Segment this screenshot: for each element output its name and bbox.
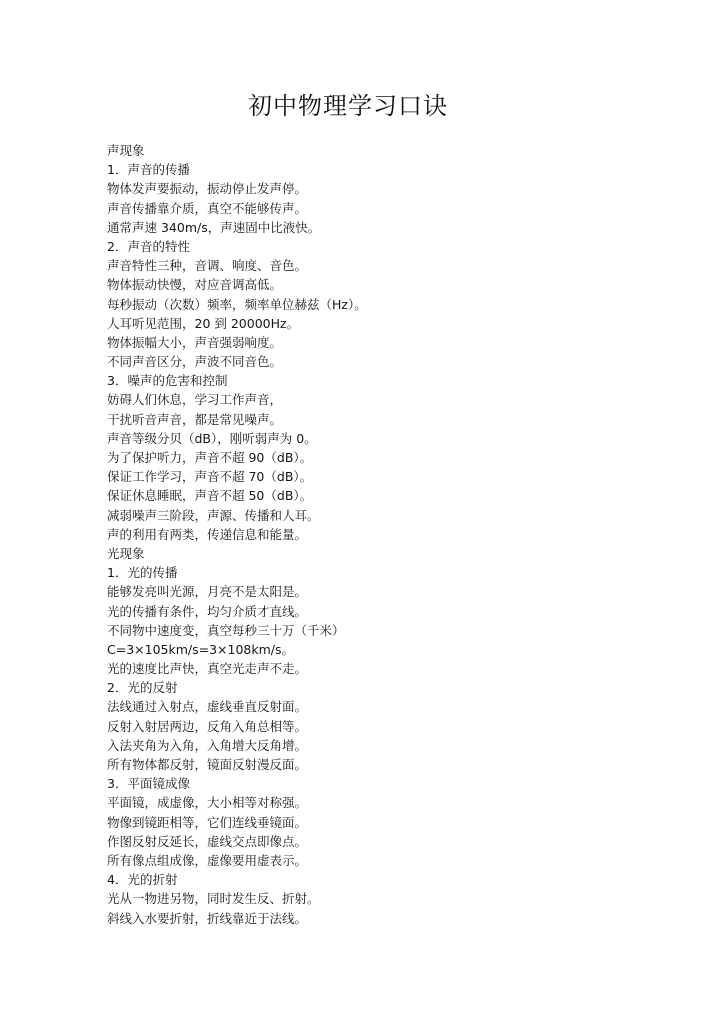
text-line: 3．噪声的危害和控制 <box>107 373 228 389</box>
text-line: 能够发亮叫光源，月亮不是太阳是。 <box>107 584 308 600</box>
text-line: 4．光的折射 <box>107 872 178 888</box>
text-line: 所有像点组成像，虚像要用虚表示。 <box>107 852 308 868</box>
text-line: 光的速度比声快，真空光走声不走。 <box>107 661 308 677</box>
text-line: 入法夹角为入角，入角增大反角增。 <box>107 737 308 753</box>
text-line: 物体发声要振动，振动停止发声停。 <box>107 181 308 197</box>
text-line: 作图反射反延长，虚线交点即像点。 <box>107 833 308 849</box>
text-line: 物像到镜距相等，它们连线垂镜面。 <box>107 814 308 830</box>
text-line: 人耳听见范围，20 到 20000Hz。 <box>107 315 300 331</box>
text-line: 2．声音的特性 <box>107 238 190 254</box>
text-line: 干扰听音声音，都是常见噪声。 <box>107 411 283 427</box>
text-line: 光现象 <box>107 545 145 561</box>
text-line: 保证休息睡眠，声音不超 50（dB）。 <box>107 488 313 504</box>
text-line: 声现象 <box>107 143 145 158</box>
document-title: 初中物理学习口诀 <box>248 92 448 120</box>
text-line: 物体振动快慢，对应音调高低。 <box>107 277 283 293</box>
text-line: 减弱噪声三阶段，声源、传播和人耳。 <box>107 507 320 523</box>
text-line: C=3×105km/s=3×108km/s。 <box>107 641 295 657</box>
text-line: 声的利用有两类，传递信息和能量。 <box>107 526 308 542</box>
text-line: 1．声音的传播 <box>107 162 190 178</box>
text-line: 妨碍人们休息，学习工作声音， <box>107 392 283 408</box>
text-line: 平面镜，成虚像，大小相等对称强。 <box>107 795 308 811</box>
text-line: 不同物中速度变，真空每秒三十万（千米） <box>107 622 345 638</box>
text-line: 斜线入水要折射，折线靠近于法线。 <box>107 910 308 926</box>
text-line: 光的传播有条件，均匀介质才直线。 <box>107 603 308 619</box>
text-line: 不同声音区分，声波不同音色。 <box>107 354 283 370</box>
text-line: 法线通过入射点，虚线垂直反射面。 <box>107 699 308 715</box>
text-line: 声音等级分贝（dB），刚听弱声为 0。 <box>107 430 317 446</box>
text-line: 保证工作学习，声音不超 70（dB）。 <box>107 469 313 485</box>
text-line: 通常声速 340m/s，声速固中比液快。 <box>107 219 321 235</box>
text-line: 物体振幅大小，声音强弱响度。 <box>107 334 283 350</box>
text-line: 为了保护听力，声音不超 90（dB）。 <box>107 450 313 465</box>
text-line: 所有物体都反射，镜面反射漫反面。 <box>107 757 308 772</box>
text-line: 每秒振动（次数）频率，频率单位赫兹（Hz）。 <box>107 296 367 312</box>
text-line: 光从一物进另物，同时发生反、折射。 <box>107 891 320 907</box>
text-line: 2．光的反射 <box>107 680 178 696</box>
text-line: 3．平面镜成像 <box>107 776 190 792</box>
text-line: 1．光的传播 <box>107 565 178 581</box>
text-line: 反射入射居两边，反角入角总相等。 <box>107 718 308 734</box>
text-line: 声音传播靠介质，真空不能够传声。 <box>107 200 308 216</box>
text-line: 声音特性三种，音调、响度、音色。 <box>107 258 308 274</box>
document-body <box>107 141 667 928</box>
